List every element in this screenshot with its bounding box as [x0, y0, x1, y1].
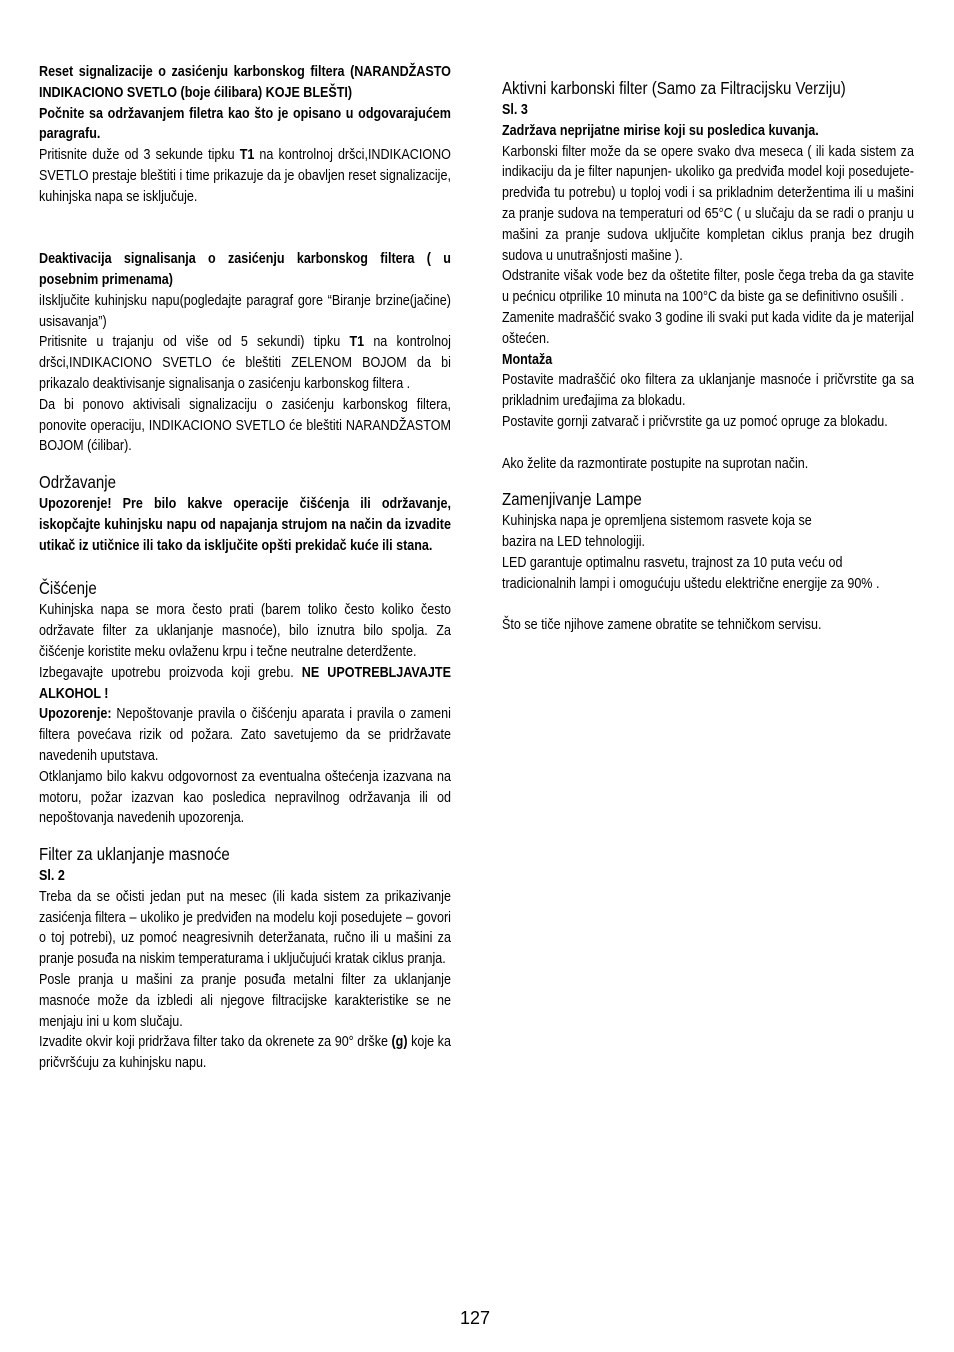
carbon-filter-p6: Ako želite da razmontirate postupite na suprotan način. [502, 455, 809, 472]
carbon-filter-p1: Karbonski filter može da se opere svako dva meseca ( ili kada sistem za indikaciju da je filter napunjen- ukoliko ga predviđa model koji posedujete- predviđa tu potrebu) u toploj vodi i sa prikladnim deteržentima ili u mašini za pranje sudova na temperaturi od 65°C ( u slučaju da se radi o pranju u mašini za pranje sudova uključite kompletan ciklus pranja bez drugih sudova u unutrašnjosti mašine ). [502, 143, 914, 264]
lamp-p3: Što se tiče njihove zamene obratite se tehničkom servisu. [502, 617, 822, 634]
carbon-filter-subtitle: Zadržava neprijatne mirise koji su posledica kuvanja. [502, 122, 819, 139]
grease-filter-figure-ref: Sl. 2 [39, 868, 65, 885]
left-column [39, 62, 451, 1074]
lamp-p1-line2: bazira na LED tehnologiji. [502, 534, 646, 551]
maintenance-heading: Održavanje [39, 472, 116, 493]
lamp-p2: LED garantuje optimalnu rasvetu, trajnost za 10 puta veću od tradicionalnih lampi i omogućuju uštedu električne energije za 90% . [502, 554, 880, 592]
carbon-filter-p2: Odstranite višak vode bez da oštetite filter, posle čega treba da ga stavite u pećnicu otprilike 10 minuta na 100°C da biste ga se definitivno osušili . [502, 268, 914, 306]
maintenance-warning: Upozorenje! Pre bilo kakve operacije čišćenja ili održavanje, iskopčajte kuhinjsku napu od napajanja strujom na način da izvadite utikač iz utičnice ili tako da isključite opšti prekidač kuće ili stana. [39, 496, 451, 554]
grease-filter-p2: Posle pranja u mašini za pranje posuđa metalni filter za uklanjanje masnoće može da izbledi ali njegove filtracijske karakteristike se ne menjaju ini u kom slučaju. [39, 972, 451, 1030]
cleaning-p4: Otklanjamo bilo kakvu odgovornost za eventualna oštećenja izazvana na motoru, požar izazvan kao posledica nepravilnog održavanja ili od nepoštovanja navedenih upozorenja. [39, 768, 451, 827]
cleaning-p3: Upozorenje: Nepoštovanje pravila o čišćenju aparata i pravila o zameni filtera povećava rizik od požara. Zato savetujemo da se pridržavate navedenih uputstava. [39, 706, 451, 764]
page-number: 127 [460, 1308, 491, 1328]
reset-instructions: Pritisnite duže od 3 sekunde tipku T1 na kontrolnoj dršci,INDIKACIONO SVETLO prestaje bleštiti i time prikazuje da je obavljen reset signalizacije, kuhinjska napa se isključuje. [39, 147, 451, 205]
deactivation-title: Deaktivacija signalisanja o zasićenju karbonskog filtera ( u posebnim primenama) [39, 251, 451, 288]
grease-filter-p1: Treba da se očisti jedan put na mesec (ili kada sistem za prikazivanje zasićenja filtera – ukoliko je predviđen na modelu koji posedujete – govori o toj potrebi), uz pomoć neagresivnih deteržanata, ručno ili u mašini za pranje posuđa na niskim temperaturama i uključujući kratak ciklus pranja. [39, 888, 451, 968]
carbon-filter-p4: Postavite madraščić oko filtera za uklanjanje masnoće i pričvrstite ga sa prikladnim uređajima za blokadu. [502, 372, 914, 410]
reset-intro: Počnite sa održavanjem filetra kao što je opisano u odgovarajućem paragrafu. [39, 105, 451, 143]
deactivation-p1: iIsključite kuhinjsku napu(pogledajte paragraf gore “Biranje brzine(jačine) usisavanja”) [39, 292, 451, 330]
cleaning-p1: Kuhinjska napa se mora često prati (barem toliko često koliko često održavate filter za uklanjanje masnoće), bilo iznutra bilo spolja. Za čišćenje koristite meku ovlaženu krpu i tečne neutralne deterdžente. [39, 602, 451, 660]
lamp-p1-line1: Kuhinjska napa je opremljena sistemom rasvete koja se [502, 513, 812, 530]
right-column [502, 77, 914, 636]
carbon-filter-p3: Zamenite madraščić svako 3 godine ili svaki put kada vidite da je materijal oštećen. [502, 309, 914, 347]
lamp-heading: Zamenjivanje Lampe [502, 489, 642, 510]
deactivation-p3: Da bi ponovo aktivisali signalizaciju o zasićenju karbonskog filtera, ponovite operaciju, INDIKACIONO SVETLO će bleštiti NARANDŽASTOM BOJOM (ćilibar). [39, 396, 451, 455]
carbon-filter-heading: Aktivni karbonski filter (Samo za Filtracijsku Verziju) [502, 78, 846, 98]
cleaning-heading: Čišćenje [39, 578, 97, 599]
reset-title: Reset signalizacije o zasićenju karbonskog filtera (NARANDŽASTO INDIKACIONO SVETLO (boje ćilibara) KOJE BLEŠTI) [39, 64, 451, 101]
grease-filter-p3: Izvadite okvir koji pridržava filter tako da okrenete za 90° drške (g) koje ka pričvršćuju za kuhinjsku napu. [39, 1034, 451, 1072]
carbon-filter-p5: Postavite gornji zatvarač i pričvrstite ga uz pomoć opruge za blokadu. [502, 413, 888, 430]
carbon-filter-figure-ref: Sl. 3 [502, 102, 528, 118]
deactivation-p2: Pritisnite u trajanju od više od 5 sekundi) tipku T1 na kontrolnoj dršci,INDIKACIONO SVETLO će bleštiti ZELENOM BOJOM da bi prikazalo deaktivisanje signalisanja o zasićenju karbonskog filtera . [39, 334, 451, 392]
cleaning-p2: Izbegavajte upotrebu proizvoda koji grebu. NE UPOTREBLJAVAJTE ALKOHOL ! [39, 664, 451, 702]
mounting-label: Montaža [502, 351, 553, 368]
grease-filter-heading: Filter za uklanjanje masnoće [39, 844, 230, 865]
